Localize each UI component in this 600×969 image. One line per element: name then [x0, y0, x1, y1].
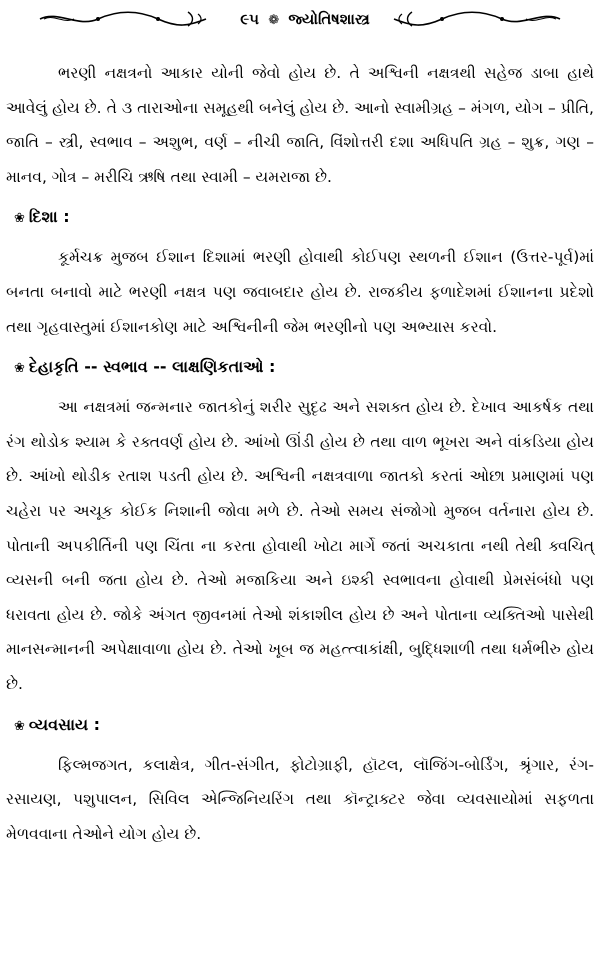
flower-bullet-icon: ❀ — [14, 211, 25, 227]
text-line: ફિલ્મજગત, કલાક્ષેત્ર, ગીત-સંગીત, ફોટોગ્રાફી, હૉટલ, લૉજિંગ-બોર્ડિંગ, — [58, 755, 509, 774]
text-line: હોય છે અને પોતાના વ્યક્તિઓ પાસેથી માનસન્માનની અપેક્ષાવાળા હોય છે. — [6, 605, 594, 659]
section-heading-dehakruti — [14, 350, 594, 386]
text-line: આ નક્ષત્રમાં જન્મનાર જાતકોનું શરીર સુદૃઢ અને સશક્ત હોય છે. દેખાવ — [58, 398, 507, 417]
dehakruti-paragraph — [6, 390, 594, 701]
left-ornament-icon — [38, 8, 208, 30]
heading-text: વ્યવસાય : — [28, 714, 101, 734]
intro-paragraph — [6, 56, 594, 194]
text-line: નિશાની જોવા મળે છે. તેઓ સમય સંજોગો મુજબ વર્તનારા હોય છે. પોતાની — [6, 501, 594, 555]
text-line: ભરણી નક્ષત્રનો આકાર યોની જેવો હોય છે. તે અશ્વિની નક્ષત્રથી સહેજ — [58, 64, 523, 82]
text-line: ક્વચિત્ વ્યસની બની જતા હોય છે. તેઓ મજાકિયા અને ઇશ્કી સ્વભાવના — [6, 536, 594, 590]
text-line: શ્રૃંગાર, રંગ-રસાયણ, પશુપાલન, સિવિલ એન્જિનિયરિંગ તથા કૉન્ટ્રાક્ટર જેવા — [6, 755, 594, 809]
text-line: અશ્વિની નક્ષત્રવાળા જાતકો કરતાં ઓછા પ્રમાણમાં પણ ચહેરા પર અચૂક કોઈક — [6, 467, 594, 520]
text-line: – મરીચિ ઋષિ તથા સ્વામી – યમરાજા છે. — [81, 167, 332, 186]
text-line: કૂર્મચક્ર મુજબ ઈશાન દિશામાં ભરણી હોવાથી કોઈપણ સ્થળની ઈશાન — [58, 248, 503, 267]
right-ornament-icon — [392, 8, 562, 30]
page-number: ૯૫ — [240, 10, 260, 28]
text-line: હોવાથી પ્રેમસંબંધો પણ ધરાવતા હોય છે. જોકે અંગત જીવનમાં તેઓ શંકાશીલ — [6, 571, 594, 624]
heading-text: દેહાકૃતિ -- સ્વભાવ -- લાક્ષણિકતાઓ : — [28, 357, 276, 377]
page-content — [6, 56, 594, 851]
text-line: વ્યવસાયોમાં સફળતા મેળવવાના તેઓને યોગ હોય છે. — [6, 790, 594, 843]
text-line: ડાબા હાથે આવેલું હોય છે. તે ૩ તારાઓના સમૂહથી બનેલું હોય છે. આનો — [6, 64, 594, 117]
text-line: જેમ ભરણીનો પણ અભ્યાસ કરવો. — [283, 317, 498, 336]
vyavsay-paragraph — [6, 748, 594, 852]
heading-text: દિશા : — [28, 207, 70, 227]
text-line: વાળ ભૂખરા અને વાંકડિયા હોય છે. આંખો થોડીક રતાશ પડતી હોય છે. — [6, 432, 594, 486]
text-line: સ્વામીગ્રહ – મંગળ, યોગ – પ્રીતિ, જાતિ – સ્ત્રી, સ્વભાવ – અશુભ, વર્ણ — [6, 98, 594, 152]
flower-icon: ❁ — [268, 13, 280, 28]
disha-paragraph — [6, 240, 594, 344]
text-line: તેઓ ખૂબ જ મહત્ત્વાકાંક્ષી, બુદ્ધિશાળી તથા ધર્મભીરુ હોય છે. — [6, 640, 594, 693]
text-line: રાજકીય ફળાદેશમાં ઈશાનના પ્રદેશો તથા ગૃહવાસ્તુમાં ઈશાનકોણ માટે અશ્વિનીની — [6, 282, 594, 336]
flower-bullet-icon: ❀ — [14, 361, 25, 377]
flower-bullet-icon: ❀ — [14, 718, 25, 734]
section-heading-disha — [14, 200, 594, 236]
text-line: – નીચી જાતિ, વિંશોત્તરી દશા અધિપતિ ગ્રહ – શુક્ર, ગણ – માનવ, ગોત્ર — [6, 133, 594, 186]
text-line: (ઉત્તર-પૂર્વ)માં બનતા બનાવો માટે ભરણી નક્ષત્ર પણ જવાબદાર હોય છે. — [6, 248, 594, 301]
section-heading-vyavsay — [14, 708, 594, 744]
page-header — [0, 4, 600, 38]
page-title — [220, 10, 390, 28]
text-line: આકર્ષક તથા રંગ થોડોક શ્યામ કે રક્તવર્ણ હોય છે. આંખો ઊંડી હોય છે તથા — [6, 398, 594, 451]
text-line: અપકીર્તિની પણ ચિંતા ના કરતા હોવાથી ખોટા માર્ગે જતાં અચકાતા નથી તેથી — [56, 536, 542, 555]
book-title: જ્યોતિષશાસ્ત્ર — [288, 10, 370, 28]
